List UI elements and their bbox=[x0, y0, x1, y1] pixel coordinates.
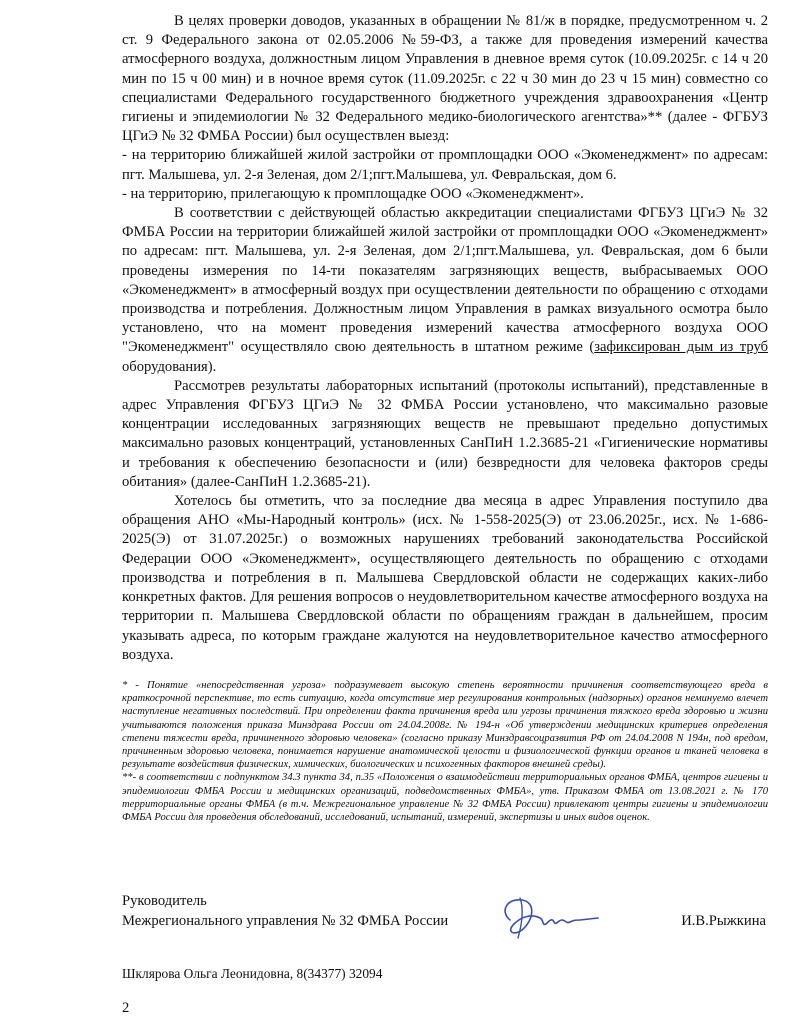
paragraph-lab-results: Рассмотрев результаты лабораторных испытаний (протоколы испытаний), представленные в адрес Управления ФГБУЗ ЦГиЭ № 32 ФМБА России установлено, что максимально разовые концентрации исследованных загрязняющих веществ не превышают предельно допустимых максимально разовых концентраций, установленных СанПиН 1.2.3685-21 «Гигиенические нормативы и требования к обеспечению безопасности и (или) безвредности для человека факторов среды обитания» (далее-СанПиН 1.2.3685-21). bbox=[122, 377, 768, 490]
handwritten-signature bbox=[492, 890, 602, 942]
executor-contact: Шклярова Ольга Леонидовна, 8(34377) 32094 bbox=[122, 966, 383, 981]
document-body bbox=[122, 12, 768, 824]
list-item-adjacent-area: - на территорию, прилегающую к промплощадке ООО «Экоменеджмент». bbox=[122, 185, 584, 202]
paragraph-previous-appeals: Хотелось бы отметить, что за последние два месяца в адрес Управления поступило два обращения АНО «Мы-Народный контроль» (исх. № 1-558-2025(Э) от 23.06.2025г., исх. № 1-686-2025(Э) от 31.07.2025г.) о возможных нарушениях требований законодательства Российской Федерации ООО «Экоменеджмент», осуществляющего деятельность по обращению с отходами производства и потребления в п. Малышева Свердловской области не содержащих каких-либо конкретных фактов. Для решения вопросов о неудовлетворительном качестве атмосферного воздуха на территории п. Малышева Свердловской области по обращениям граждан в дальнейшем, просим указывать адреса, по которым граждане жалуются на неудовлетворительное качество атмосферного воздуха. bbox=[122, 493, 768, 663]
signatory-organization: Межрегионального управления № 32 ФМБА России bbox=[122, 912, 449, 929]
signature-block bbox=[122, 892, 768, 932]
measurements-text: В соответствии с действующей областью аккредитации специалистами ФГБУЗ ЦГиЭ № 32 ФМБА России на территории ближайшей жилой застройки от промплощадки ООО «Экоменеджмент» по адресам: пгт. Малышева, ул. 2-я Зеленая, дом 2/1;пгт.Малышева, ул. Февральская, дом 6 были проведены измерения по 14-ти показателям загрязняющих веществ, выбрасываемых ООО «Экоменеджмент» в атмосферный воздух при осуществлении деятельности по обращению с отходами производства и потребления. Должностным лицом Управления в рамках визуального осмотра было установлено, что на момент проведения измерений качества атмосферного воздуха ООО "Экоменеджмент" осуществляло свою деятельность в штатном режиме ( bbox=[122, 205, 768, 356]
signatory-name: И.В.Рыжкина bbox=[681, 912, 766, 929]
page-number: 2 bbox=[122, 1000, 130, 1016]
footnotes bbox=[122, 679, 768, 824]
signatory-position: Руководитель bbox=[122, 893, 207, 909]
signatory-row bbox=[122, 912, 768, 932]
footnote-immediate-threat: * - Понятие «непосредственная угроза» подразумевает высокую степень вероятности причинения соответствующего вреда в краткосрочной перспективе, то есть ситуацию, когда отсутствие мер регулирования контрольных (надзорных) органов неминуемо влечет наступление негативных последствий. При определении факта причинения вреда или угрозы причинения тяжкого вреда здоровью и жизни учитываются положения приказа Минздрава России от 24.04.2008г. № 194-н «Об утверждении медицинских критериев определения степени тяжести вреда, причиненного здоровью человека» (согласно приказу Минздравсоцразвития РФ от 24.04.2008 N 194н, под вредом, причиненным здоровью человека, понимается нарушение анатомической целости и физиологической функции органов и тканей человека в результате воздействия физических, химических, биологических и психогенных факторов внешней среды). bbox=[122, 679, 768, 771]
underlined-smoke-note: зафиксирован дым из труб bbox=[594, 339, 768, 356]
paragraph-measurements bbox=[122, 204, 768, 377]
list-item-residential-area: - на территорию ближайшей жилой застройки от промплощадки ООО «Экоменеджмент» по адресам: пгт. Малышева, ул. 2-я Зеленая, дом 2/1;пгт.Малышева, ул. Февральская, дом 6. bbox=[122, 147, 768, 183]
paragraph-visit-purpose: В целях проверки доводов, указанных в обращении № 81/ж в порядке, предусмотренном ч. 2 ст. 9 Федерального закона от 02.05.2006 №59-ФЗ, а также для проведения измерений качества атмосферного воздуха, должностным лицом Управления в дневное время суток (10.09.2025г. с 14 ч 20 мин по 15 ч 00 мин) и в ночное время суток (11.09.2025г. с 22 ч 30 мин до 23 ч 15 мин) совместно со специалистами Федерального государственного бюджетного учреждения здравоохранения «Центр гигиены и эпидемиологии № 32 Федерального медико-биологического агентства»** (далее - ФГБУЗ ЦГиЭ № 32 ФМБА России) был осуществлен выезд: bbox=[122, 13, 768, 145]
footnote-fmba-regulation: **- в соответствии с подпунктом 34.3 пункта 34, п.35 «Положения о взаимодействии территориальных органов ФМБА, центров гигиены и эпидемиологии ФМБА России и медицинских организаций, подведомственных ФМБА», утв. Приказом ФМБА от 13.08.2021 г. № 170 территориальные органы ФМБА (в т.ч. Межрегиональное управление № 32 ФМБА России) привлекают центры гигиены и эпидемиологии ФМБА России для проведения обследований, исследований, испытаний, измерений, экспертизы и иных видов оценок. bbox=[122, 772, 768, 823]
measurements-text-end: оборудования). bbox=[122, 358, 217, 375]
